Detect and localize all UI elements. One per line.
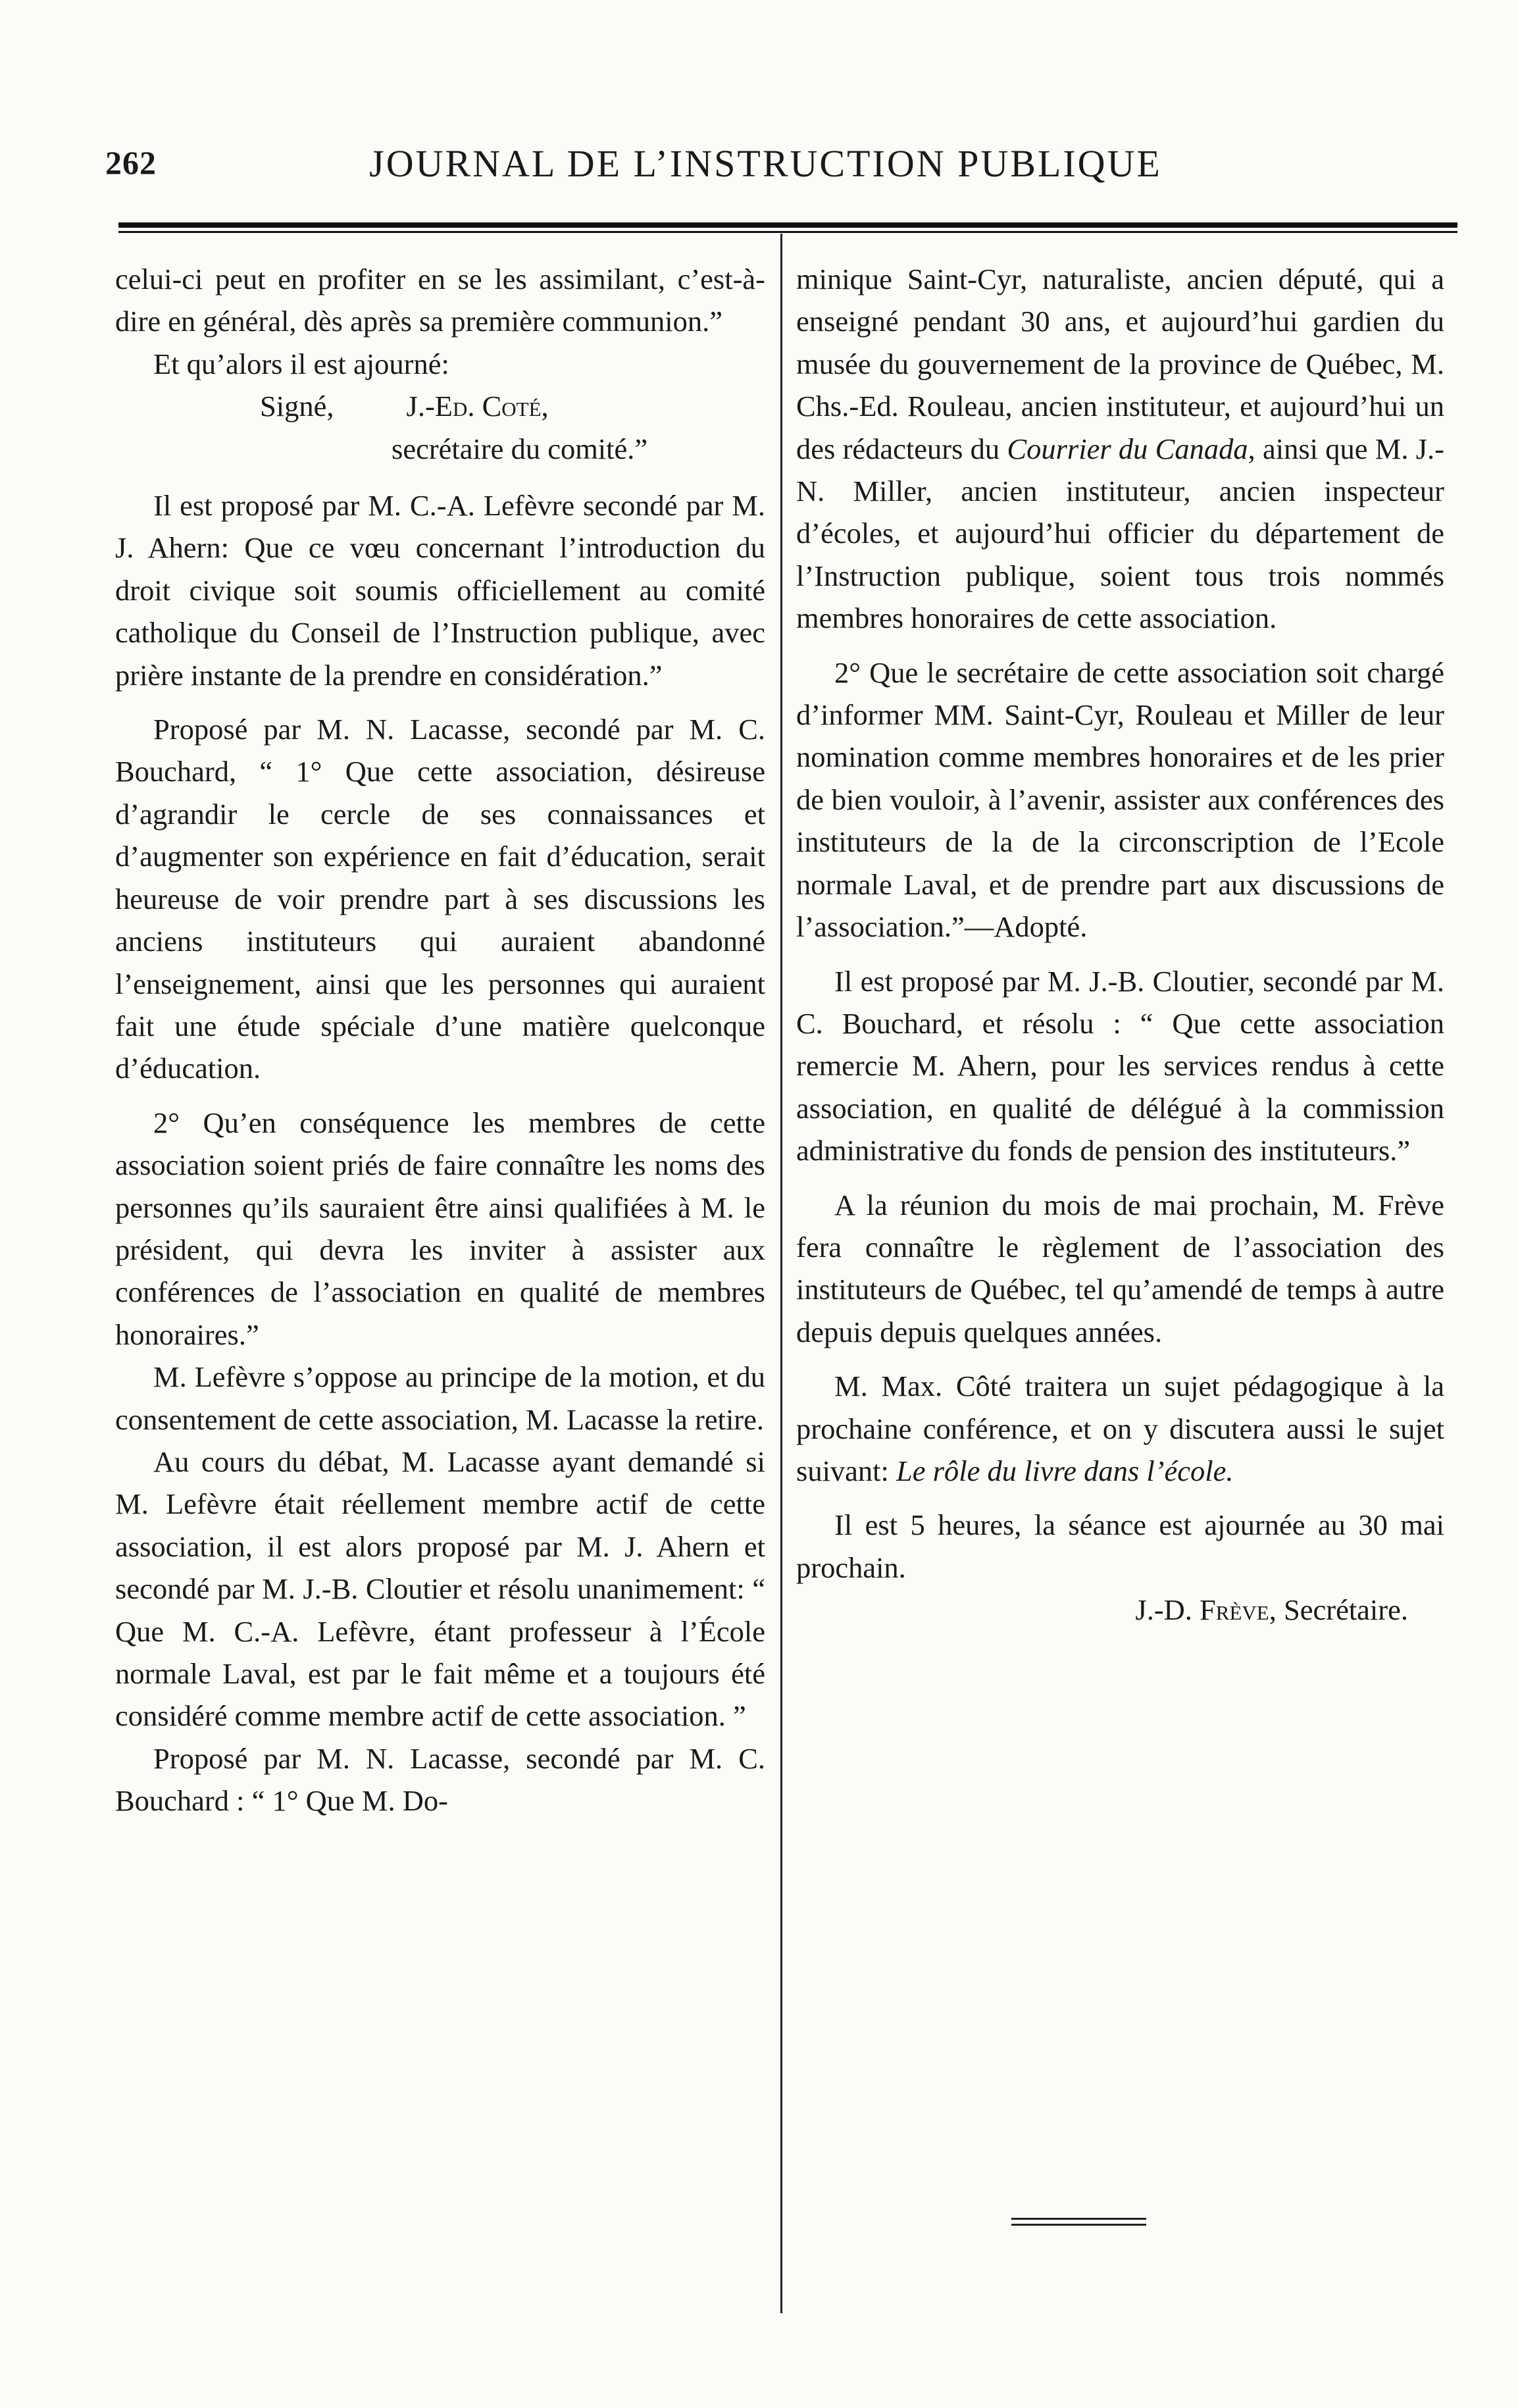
paragraph: Au cours du débat, M. Lacasse ayant demandé si M. Lefèvre était réellement membre actif de cette association, il est alors proposé par M. J. Ahern et secondé par M. J.-B. Cloutier et résolu unanimement: “ Que M. C.-A. Lefèvre, étant professeur à l’École normale Laval, est par le fait même et a toujours été considéré comme membre actif de cette association. ” — [115, 1445, 765, 1733]
committee-signature — [115, 385, 765, 427]
newspaper-title: Courrier du Canada — [1007, 432, 1248, 465]
paragraph: Et qu’alors il est ajourné: — [153, 347, 449, 380]
column-divider — [780, 234, 782, 2313]
paragraph: Il est proposé par M. C.-A. Lefèvre secondé par M. J. Ahern: Que ce vœu concernant l’introduction du droit civique soit soumis officiellement au comité catholique du Conseil de l’Instruction publique, avec prière instante de la prendre en considération.” — [115, 489, 765, 692]
page-number: 262 — [105, 144, 157, 181]
paragraph: 2° Que le secrétaire de cette association soit chargé d’informer MM. Saint-Cyr, Rouleau et Miller de leur nomination comme membres honoraires et de les prier de bien vouloir, à l’avenir, assister aux conférences des instituteurs de la de la circonscription de l’Ecole normale Laval, et de prendre part aux discussions de l’association.”—Adopté. — [796, 655, 1444, 944]
paragraph: 2° Qu’en conséquence les membres de cette association soient priés de faire connaître les noms des personnes qu’ils sauraient être ainsi qualifiées à M. le président, qui devra les inviter à assister aux conférences de l’association en qualité de membres honoraires.” — [115, 1106, 765, 1351]
signature-label: Signé, — [260, 390, 334, 423]
secretary-signature — [796, 1589, 1444, 1631]
paragraph — [796, 1365, 1444, 1492]
paragraph: M. Lefèvre s’oppose au principe de la motion, et du consentement de cette association, M. Lacasse la retire. — [115, 1360, 765, 1436]
signature-name: J.-Ed. Coté, — [406, 390, 549, 423]
paragraph: A la réunion du mois de mai prochain, M. Frève fera connaître le règlement de l’association des instituteurs de Québec, tel qu’amendé de temps à autre depuis depuis quelques années. — [796, 1188, 1444, 1348]
text-run: , ainsi que M. J.-N. Miller, ancien instituteur, ancien inspecteur d’écoles, et aujourd’hui officier du département de l’Instruction publique, soient tous trois nommés membres honoraires de cette association. — [796, 432, 1444, 635]
text-run: M. Max. Côté traitera un sujet pédagogique à la prochaine conférence, et on y discutera aussi le sujet suivant: — [796, 1370, 1444, 1487]
end-rule — [1011, 2218, 1146, 2226]
text-run: minique Saint-Cyr, naturaliste, ancien député, qui a enseigné pendant 30 ans, et aujourd’hui gardien du musée du gouvernement de la province de Québec, M. Chs.-Ed. Rouleau, ancien instituteur, et aujourd’hui un des rédacteurs du — [796, 263, 1444, 465]
paragraph: Il est 5 heures, la séance est ajournée au 30 mai prochain. — [796, 1508, 1444, 1584]
left-column — [115, 258, 765, 1822]
paragraph: Il est proposé par M. J.-B. Cloutier, secondé par M. C. Bouchard, et résolu : “ Que cette association remercie M. Ahern, pour les services rendus à cette association, en qualité de délégué à la commission administrative du fonds de pension des instituteurs.” — [796, 964, 1444, 1167]
secretary-title: Secrétaire. — [1284, 1593, 1408, 1627]
paragraph — [796, 258, 1444, 640]
signature-role: secrétaire du comité.” — [392, 432, 648, 465]
paragraph: Proposé par M. N. Lacasse, secondé par M. C. Bouchard : “ 1° Que M. Do- — [115, 1741, 765, 1818]
right-column — [796, 258, 1444, 1631]
running-head: JOURNAL DE L’INSTRUCTION PUBLIQUE — [369, 142, 1162, 185]
secretary-name: J.-D. Frève, — [1135, 1593, 1277, 1627]
paragraph: celui-ci peut en profiter en se les assimilant, c’est-à-dire en général, dès après sa première communion.” — [115, 263, 765, 338]
topic-title: Le rôle du livre dans l’école. — [896, 1454, 1234, 1487]
paragraph: Proposé par M. N. Lacasse, secondé par M. C. Bouchard, “ 1° Que cette association, désireuse d’agrandir le cercle de ses connaissances et d’augmenter son expérience en fait d’éducation, serait heureuse de voir prendre part à ses discussions les anciens instituteurs qui auraient abandonné l’enseignement, ainsi que les personnes qui auraient fait une étude spéciale d’une matière quelconque d’éducation. — [115, 713, 765, 1085]
header-rule — [118, 222, 1457, 233]
